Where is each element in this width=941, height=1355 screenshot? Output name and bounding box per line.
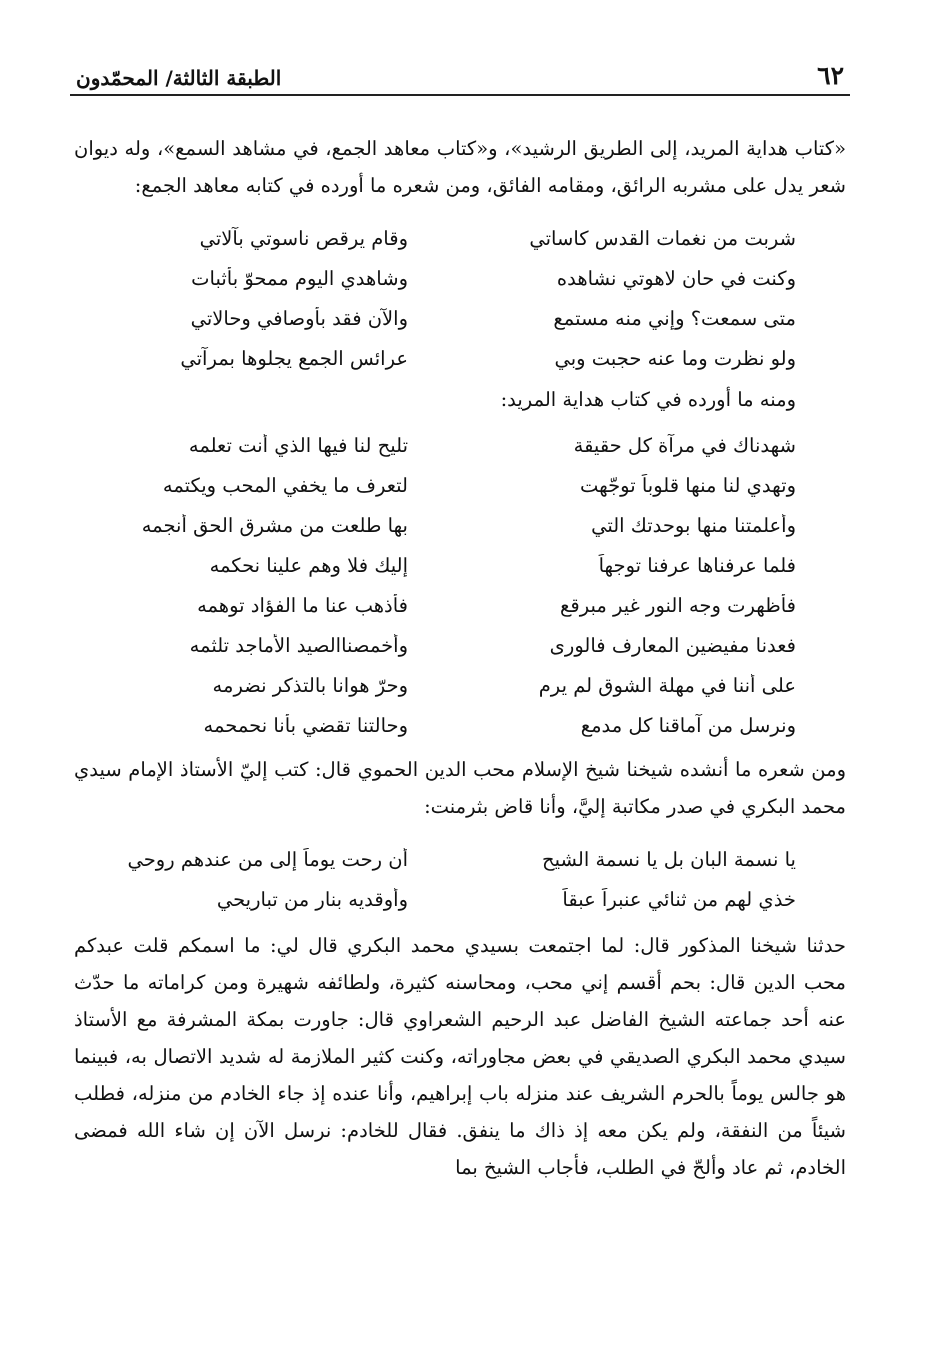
- verse-first-hemistich: فلما عرفناها عرفنا توجهاً: [598, 553, 796, 577]
- verse-second-hemistich: أن رحت يوماً إلى من عندهم روحي: [127, 847, 408, 871]
- verse-line: [70, 625, 850, 665]
- book-page: [70, 52, 850, 1186]
- verse-line: [70, 585, 850, 625]
- transition-hamawi-paragraph: ومن شعره ما أنشده شيخنا شيخ الإسلام محب الدين الحموي قال: كتب إليّ الأستاذ الإمام سيدي محمد البكري في صدر مكاتبة إليَّ، وأنا قاض بثرمنت:: [74, 758, 846, 818]
- verse-first-hemistich: فأظهرت وجه النور غير مبرقع: [560, 593, 796, 617]
- verse-second-hemistich: لتعرف ما يخفي المحب ويكتمه: [162, 473, 408, 497]
- verse-first-hemistich: شربت من نغمات القدس كاساتي: [529, 226, 796, 250]
- verse-line: [70, 705, 850, 745]
- verse-second-hemistich: وشاهدي اليوم ممحوّ بأثبات: [191, 266, 408, 290]
- verse-line: [70, 218, 850, 258]
- verse-line: [70, 425, 850, 465]
- verse-line: [70, 879, 850, 919]
- verse-first-hemistich: يا نسمة البان بل يا نسمة الشيح: [542, 847, 796, 871]
- verse-second-hemistich: وقام يرقص ناسوتي بآلاتي: [199, 226, 408, 250]
- verse-first-hemistich: متى سمعت؟ وإني منه مستمع: [553, 306, 796, 330]
- verse-first-hemistich: وأعلمتنا منها بوحدتك التي: [591, 513, 796, 537]
- verse-second-hemistich: وأوقديه بنار من تباريحي: [216, 887, 408, 911]
- page-number: ٦٢: [817, 61, 844, 90]
- verse-second-hemistich: تليح لنا فيها الذي أنت تعلمه: [188, 433, 408, 457]
- verse-first-hemistich: خذي لهم من ثنائي عنبراً عبقاً: [562, 887, 796, 911]
- verse-line: [70, 665, 850, 705]
- verse-line: [70, 338, 850, 378]
- poem-hidayat-al-murid: [70, 425, 850, 745]
- verse-second-hemistich: وأخمصناالصيد الأماجد تلثمه: [189, 633, 408, 657]
- verse-second-hemistich: إليك فلا وهم علينا نحكمه: [209, 553, 408, 577]
- verse-line: [70, 505, 850, 545]
- verse-first-hemistich: شهدناك في مرآة كل حقيقة: [573, 433, 796, 457]
- verse-line: [70, 545, 850, 585]
- narrative-paragraph: حدثنا شيخنا المذكور قال: لما اجتمعت بسيدي محمد البكري قال لي: ما اسمكم قلت عبدكم محب الدين قال: بحم أقسم إني محب، ومحاسنه كثيرة، ولطائفه شهيرة ومن كراماته ما حدّث عنه أحد جماعته الشيخ الفاضل عبد الرحيم الشعراوي قال: جاورت بمكة المشرفة مع الأستاذ سيدي محمد البكري الصديقي في بعض مجاوراته، وكنت كثير الملازمة له شديد الاتصال به، فبينما هو جالس يوماً بالحرم الشريف عند منزله باب إبراهيم، وأنا عنده إذ جاء الخادم من منزله، فطلب شيئاً من النفقة، ولم يكن معه إذ ذاك ما ينفق. فقال للخادم: نرسل الآن إن شاء الله فمضى الخادم، ثم عاد وألحّ في الطلب، فأجاب الشيخ بما: [74, 934, 846, 1179]
- verse-first-hemistich: على أننا في مهلة الشوق لم يرم: [538, 673, 796, 697]
- verse-first-hemistich: فعدنا مفيضين المعارف فالورى: [549, 633, 796, 657]
- verse-second-hemistich: بها طلعت من مشرق الحق أنجمه: [141, 513, 408, 537]
- verse-second-hemistich: وحالتنا تقضي بأنا نحمحمه: [203, 713, 408, 737]
- verse-first-hemistich: ولو نظرت وما عنه حجبت وبي: [554, 346, 796, 370]
- poem-meaahid-al-jam: [70, 218, 850, 378]
- verse-line: [70, 465, 850, 505]
- verse-second-hemistich: عرائس الجمع يجلوها بمرآتي: [180, 346, 408, 370]
- verse-line: [70, 258, 850, 298]
- poem-nasmat-al-ban: [70, 839, 850, 919]
- page-header: [70, 52, 850, 96]
- transition-hidayat-al-murid: ومنه ما أورده في كتاب هداية المريد:: [500, 388, 796, 411]
- intro-paragraph: «كتاب هداية المريد، إلى الطريق الرشيد»، و«كتاب معاهد الجمع، في مشاهد السمع»، وله ديوان شعر يدل على مشربه الرائق، ومقامه الفائق، ومن شعره ما أورده في كتابه معاهد الجمع:: [74, 137, 846, 197]
- verse-second-hemistich: وحرّ هوانا بالتذكر نضرمه: [212, 673, 408, 697]
- verse-line: [70, 298, 850, 338]
- verse-first-hemistich: وكنت في حان لاهوتي نشاهده: [556, 266, 796, 290]
- verse-first-hemistich: ونرسل من آماقنا كل مدمع: [580, 713, 796, 737]
- verse-second-hemistich: والآن فقد بأوصافي وحالاتي: [190, 306, 408, 330]
- running-title: الطبقة الثالثة/ المحمّدون: [76, 66, 282, 90]
- verse-first-hemistich: وتهدي لنا منها قلوباً توجّهت: [579, 473, 796, 497]
- verse-line: [70, 839, 850, 879]
- verse-second-hemistich: فأذهب عنا ما الفؤاد توهمه: [197, 593, 408, 617]
